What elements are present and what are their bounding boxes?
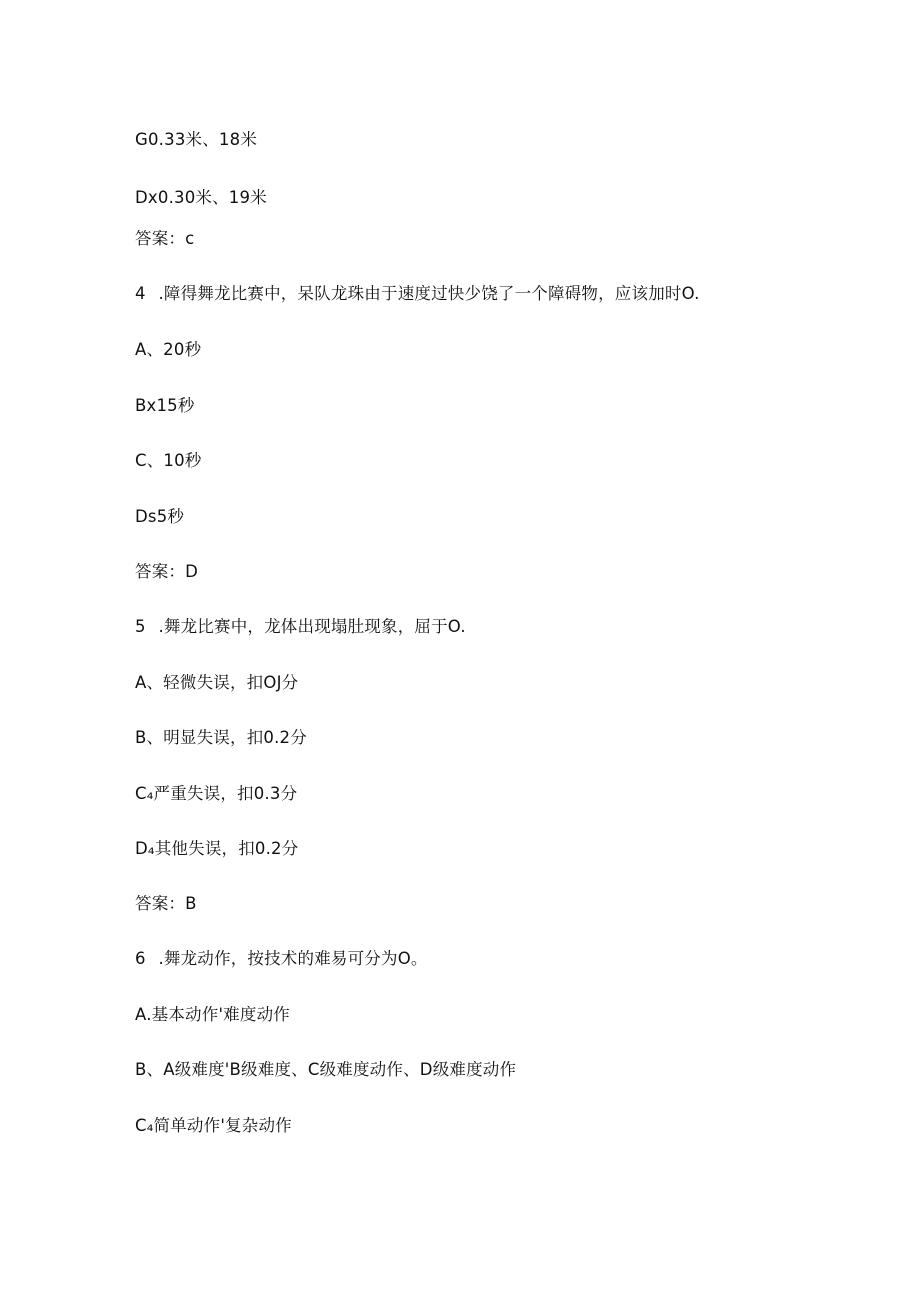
question-6 (135, 948, 428, 970)
option-b-q4: Bx15秒 (135, 396, 195, 415)
option-a-q4: A、20秒 (135, 340, 202, 359)
option-d-q4: Ds5秒 (135, 507, 185, 526)
question-number: 5 (135, 617, 146, 636)
option-c-q3: G0.33米、18米 (135, 130, 258, 149)
question-text: 障得舞龙比赛中，呆队龙珠由于速度过快少饶了一个障碍物，应该加时O. (163, 284, 700, 303)
question-number: 6 (135, 949, 146, 968)
answer-q5: 答案：B (135, 894, 197, 913)
option-c-q4: C、10秒 (135, 451, 202, 470)
option-d-q3: Dx0.30米、19米 (135, 188, 267, 207)
option-b-q5: B、明显失误，扣0.2分 (135, 728, 307, 747)
option-a-q5: A、轻微失误，扣OJ分 (135, 673, 299, 692)
question-text: . (158, 949, 164, 968)
question-4 (135, 283, 700, 305)
question-text: . (158, 284, 164, 303)
option-d-q5: D₄其他失误，扣0.2分 (135, 839, 299, 858)
question-number: 4 (135, 284, 146, 303)
question-text: 舞龙比赛中，龙体出现塌肚现象，屈于O. (163, 617, 466, 636)
option-c-q6: C₄简单动作'复杂动作 (135, 1116, 292, 1135)
option-b-q6: B、A级难度'B级难度、C级难度动作、D级难度动作 (135, 1060, 517, 1079)
answer-q3: 答案：c (135, 229, 195, 248)
option-c-q5: C₄严重失误，扣0.3分 (135, 784, 298, 803)
question-5 (135, 616, 466, 638)
question-text: . (158, 617, 164, 636)
option-a-q6: A.基本动作'难度动作 (135, 1005, 290, 1024)
answer-q4: 答案：D (135, 562, 199, 581)
question-text: 舞龙动作，按技术的难易可分为O。 (163, 949, 428, 968)
